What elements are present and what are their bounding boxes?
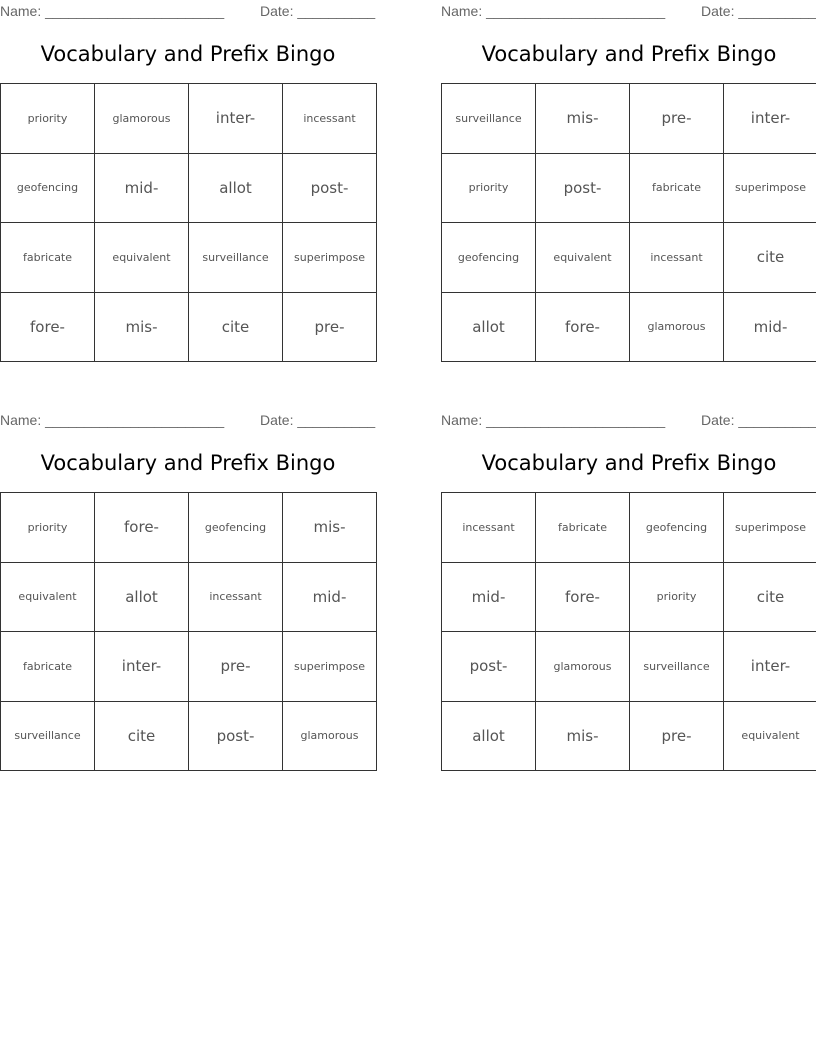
bingo-cell: fabricate bbox=[1, 223, 95, 293]
bingo-cell: mid- bbox=[442, 562, 536, 632]
date-field: Date: __________ bbox=[260, 3, 376, 19]
bingo-cell: incessant bbox=[283, 84, 377, 154]
bingo-cell: geofencing bbox=[189, 493, 283, 563]
bingo-cell: incessant bbox=[442, 493, 536, 563]
card-header bbox=[441, 3, 816, 21]
bingo-cell: cite bbox=[95, 701, 189, 771]
date-field: Date: __________ bbox=[701, 412, 816, 428]
bingo-cell: superimpose bbox=[283, 632, 377, 702]
bingo-cell: cite bbox=[724, 223, 816, 293]
bingo-card-2 bbox=[441, 0, 816, 370]
bingo-cell: mis- bbox=[536, 84, 630, 154]
bingo-cell: fore- bbox=[536, 292, 630, 362]
bingo-cell: superimpose bbox=[283, 223, 377, 293]
bingo-grid bbox=[441, 83, 816, 362]
bingo-cell: mid- bbox=[283, 562, 377, 632]
bingo-cell: fore- bbox=[95, 493, 189, 563]
bingo-cell: fore- bbox=[1, 292, 95, 362]
bingo-cell: priority bbox=[442, 153, 536, 223]
bingo-cell: inter- bbox=[724, 84, 816, 154]
bingo-cell: superimpose bbox=[724, 153, 816, 223]
bingo-cell: geofencing bbox=[630, 493, 724, 563]
date-field: Date: __________ bbox=[701, 3, 816, 19]
bingo-cell: cite bbox=[189, 292, 283, 362]
bingo-cell: mis- bbox=[283, 493, 377, 563]
name-field: Name: _______________________ bbox=[441, 3, 666, 19]
bingo-cell: fabricate bbox=[1, 632, 95, 702]
bingo-cell: incessant bbox=[630, 223, 724, 293]
bingo-card-3 bbox=[0, 409, 376, 779]
bingo-cell: equivalent bbox=[536, 223, 630, 293]
card-header bbox=[0, 412, 376, 430]
card-header bbox=[0, 3, 376, 21]
bingo-cell: glamorous bbox=[95, 84, 189, 154]
card-title: Vocabulary and Prefix Bingo bbox=[481, 42, 777, 66]
bingo-cell: mid- bbox=[724, 292, 816, 362]
bingo-grid bbox=[0, 83, 377, 362]
bingo-cell: mid- bbox=[95, 153, 189, 223]
bingo-cell: geofencing bbox=[1, 153, 95, 223]
bingo-cell: fabricate bbox=[630, 153, 724, 223]
bingo-cell: surveillance bbox=[442, 84, 536, 154]
bingo-cell: priority bbox=[1, 493, 95, 563]
bingo-cell: post- bbox=[283, 153, 377, 223]
bingo-cell: pre- bbox=[283, 292, 377, 362]
bingo-cell: fabricate bbox=[536, 493, 630, 563]
bingo-cell: allot bbox=[442, 292, 536, 362]
bingo-cell: allot bbox=[95, 562, 189, 632]
bingo-cell: mis- bbox=[536, 701, 630, 771]
card-title: Vocabulary and Prefix Bingo bbox=[40, 42, 336, 66]
card-header bbox=[441, 412, 816, 430]
bingo-cell: pre- bbox=[630, 84, 724, 154]
bingo-cell: priority bbox=[1, 84, 95, 154]
bingo-cell: priority bbox=[630, 562, 724, 632]
bingo-cell: inter- bbox=[95, 632, 189, 702]
bingo-cell: incessant bbox=[189, 562, 283, 632]
card-title: Vocabulary and Prefix Bingo bbox=[481, 451, 777, 475]
bingo-cell: superimpose bbox=[724, 493, 816, 563]
bingo-cell: inter- bbox=[189, 84, 283, 154]
name-field: Name: _______________________ bbox=[441, 412, 666, 428]
bingo-cell: pre- bbox=[630, 701, 724, 771]
bingo-cell: glamorous bbox=[536, 632, 630, 702]
card-title: Vocabulary and Prefix Bingo bbox=[40, 451, 336, 475]
bingo-card-1 bbox=[0, 0, 376, 370]
bingo-card-4 bbox=[441, 409, 816, 779]
bingo-cell: post- bbox=[189, 701, 283, 771]
bingo-cell: cite bbox=[724, 562, 816, 632]
bingo-cell: allot bbox=[442, 701, 536, 771]
bingo-cell: surveillance bbox=[630, 632, 724, 702]
bingo-cell: allot bbox=[189, 153, 283, 223]
bingo-grid bbox=[441, 492, 816, 771]
bingo-cell: glamorous bbox=[630, 292, 724, 362]
name-field: Name: _______________________ bbox=[0, 3, 225, 19]
bingo-cell: mis- bbox=[95, 292, 189, 362]
bingo-cell: surveillance bbox=[1, 701, 95, 771]
bingo-cell: glamorous bbox=[283, 701, 377, 771]
bingo-cell: surveillance bbox=[189, 223, 283, 293]
bingo-cell: geofencing bbox=[442, 223, 536, 293]
bingo-cell: pre- bbox=[189, 632, 283, 702]
name-field: Name: _______________________ bbox=[0, 412, 225, 428]
bingo-grid bbox=[0, 492, 377, 771]
date-field: Date: __________ bbox=[260, 412, 376, 428]
bingo-cell: equivalent bbox=[1, 562, 95, 632]
bingo-cell: equivalent bbox=[724, 701, 816, 771]
bingo-cell: fore- bbox=[536, 562, 630, 632]
bingo-cell: inter- bbox=[724, 632, 816, 702]
bingo-cell: equivalent bbox=[95, 223, 189, 293]
bingo-cell: post- bbox=[536, 153, 630, 223]
bingo-cell: post- bbox=[442, 632, 536, 702]
